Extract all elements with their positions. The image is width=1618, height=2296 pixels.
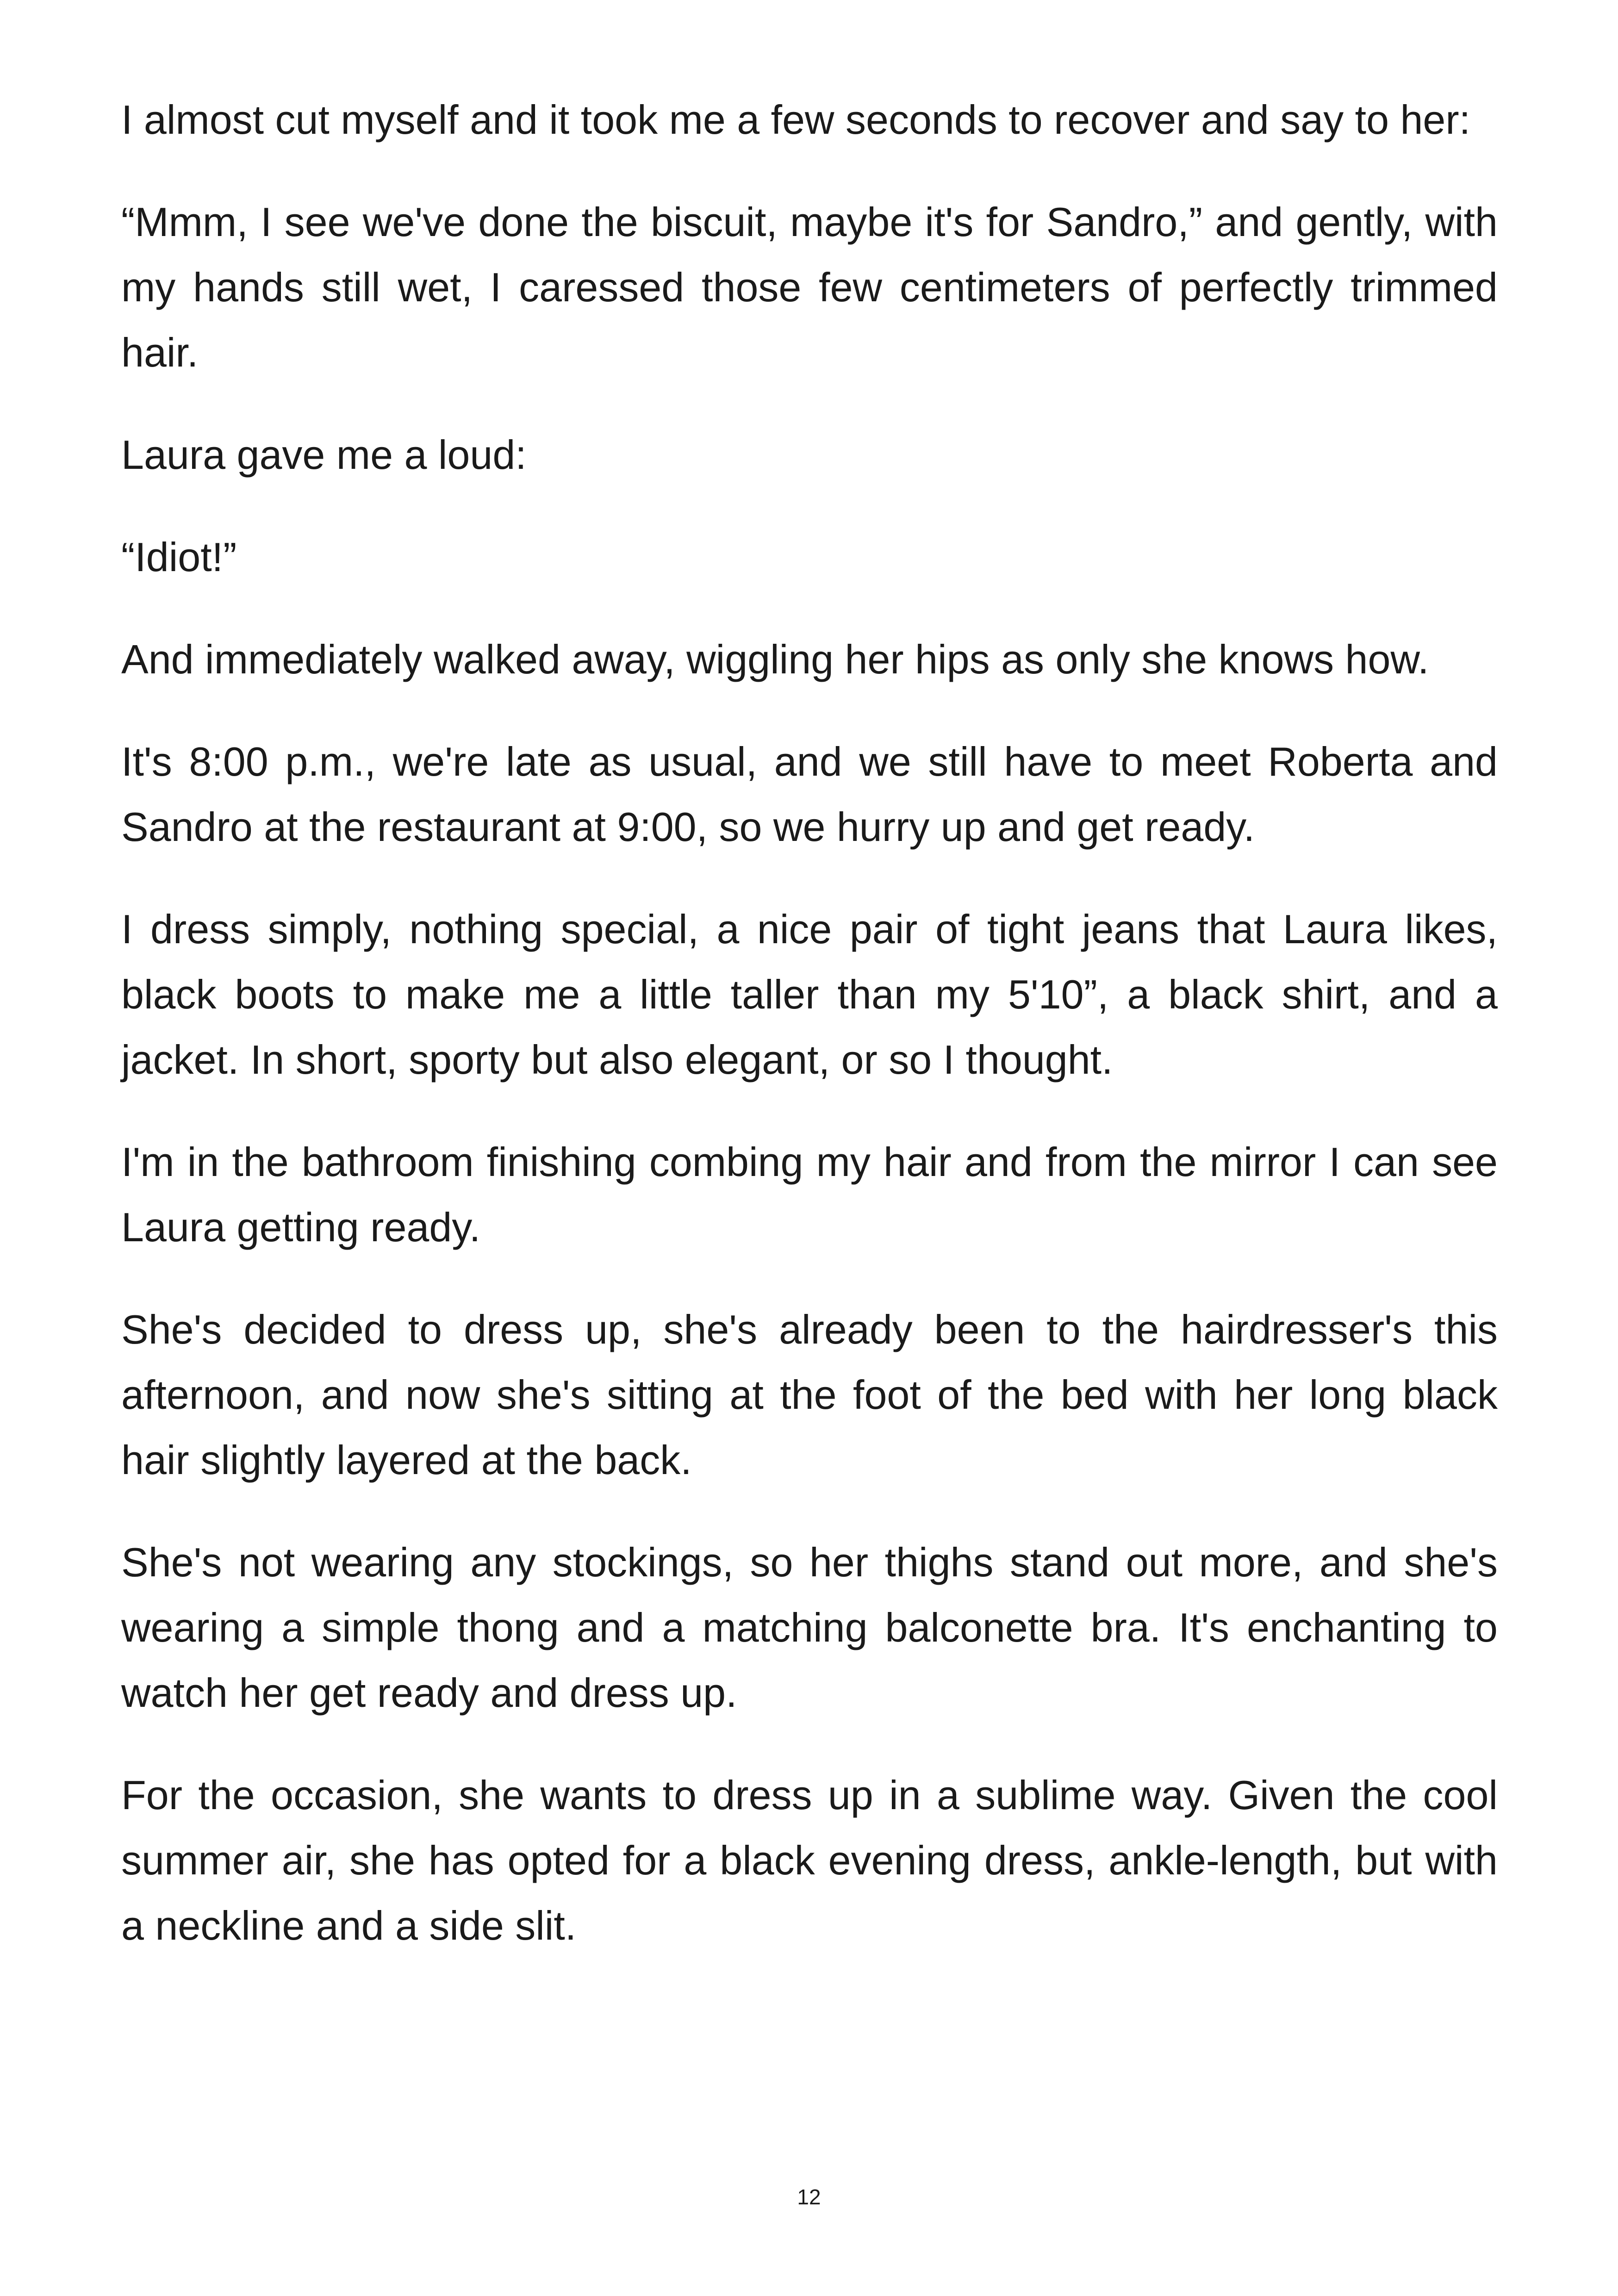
paragraph: She's not wearing any stockings, so her thighs stand out more, and she's wearing a simple thong and a matching balconette bra. It's enchanting to watch her get ready and dress up. — [121, 1539, 1498, 1716]
paragraph: It's 8:00 p.m., we're late as usual, and we still have to meet Roberta and Sandro at the restaurant at 9:00, so we hurry up and get ready. — [121, 739, 1498, 850]
paragraph: I'm in the bathroom finishing combing my hair and from the mirror I can see Laura getting ready. — [121, 1139, 1498, 1250]
paragraph: She's decided to dress up, she's already been to the hairdresser's this afternoon, and now she's sitting at the foot of the bed with her long black hair slightly layered at the back. — [121, 1307, 1498, 1483]
paragraph: “Idiot!” — [121, 534, 237, 580]
paragraph: For the occasion, she wants to dress up in a sublime way. Given the cool summer air, she has opted for a black evening dress, ankle-length, but with a neckline and a side slit. — [121, 1772, 1498, 1948]
paragraph: “Mmm, I see we've done the biscuit, maybe it's for Sandro,” and gently, with my hands still wet, I caressed those few centimeters of perfectly trimmed hair. — [121, 199, 1498, 375]
paragraph: Laura gave me a loud: — [121, 432, 527, 478]
body-text — [121, 87, 1498, 1995]
page-number: 12 — [797, 2185, 821, 2209]
paragraph: I almost cut myself and it took me a few seconds to recover and say to her: — [121, 97, 1471, 143]
paragraph: I dress simply, nothing special, a nice pair of tight jeans that Laura likes, black boots to make me a little taller than my 5'10”, a black shirt, and a jacket. In short, sporty but also elegant, or so I thought. — [121, 906, 1498, 1083]
paragraph: And immediately walked away, wiggling her hips as only she knows how. — [121, 636, 1429, 682]
